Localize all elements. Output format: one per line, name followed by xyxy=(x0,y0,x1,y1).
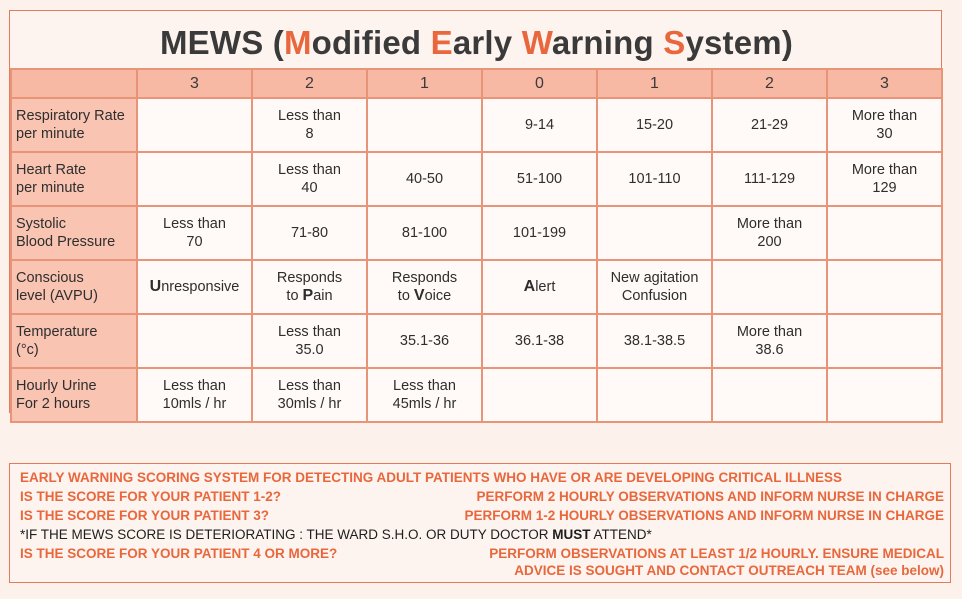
score-cell-line: 15-20 xyxy=(635,117,674,133)
score-cell xyxy=(137,152,252,206)
score-header-cell: 3 xyxy=(137,69,252,98)
guidance-question-3: IS THE SCORE FOR YOUR PATIENT 3? xyxy=(20,508,270,523)
score-cell xyxy=(252,368,367,422)
parameter-label xyxy=(11,314,137,368)
score-cell-line: 101-110 xyxy=(628,171,681,187)
parameter-label xyxy=(11,98,137,152)
score-header-cell: 3 xyxy=(827,69,942,98)
score-cell-line: 21-29 xyxy=(750,117,789,133)
score-cell-line: More than xyxy=(851,108,918,124)
table-row xyxy=(11,152,942,206)
score-cell-line: Alert xyxy=(523,278,556,295)
score-cell xyxy=(827,152,942,206)
score-cell xyxy=(137,206,252,260)
score-cell-line: Less than xyxy=(163,216,226,232)
score-header-cell: 1 xyxy=(367,69,482,98)
score-cell xyxy=(597,314,712,368)
score-cell-line: 40-50 xyxy=(405,171,444,187)
score-cell-line: 30 xyxy=(876,126,893,142)
score-cell xyxy=(597,368,712,422)
score-cell-line: New agitation xyxy=(610,270,699,286)
parameter-label xyxy=(11,152,137,206)
score-cell xyxy=(252,260,367,314)
score-header-cell: 2 xyxy=(252,69,367,98)
score-cell xyxy=(482,152,597,206)
score-cell xyxy=(482,314,597,368)
score-cell-line: 51-100 xyxy=(516,171,563,187)
score-cell xyxy=(482,368,597,422)
score-cell xyxy=(712,260,827,314)
score-cell xyxy=(367,260,482,314)
score-cell-line: Less than xyxy=(278,324,341,340)
parameter-label-line: level (AVPU) xyxy=(16,288,98,304)
guidance-question-4-plus: IS THE SCORE FOR YOUR PATIENT 4 OR MORE? xyxy=(20,546,338,561)
parameter-label-line: For 2 hours xyxy=(16,396,91,412)
score-cell xyxy=(482,260,597,314)
table-row xyxy=(11,206,942,260)
score-cell-line: Less than xyxy=(278,162,341,178)
score-cell-line: More than xyxy=(736,216,803,232)
score-cell-line: 36.1-38 xyxy=(514,333,565,349)
mews-score-table xyxy=(10,68,943,423)
score-cell xyxy=(827,98,942,152)
score-cell-line: 9-14 xyxy=(524,117,555,133)
score-cell xyxy=(367,314,482,368)
score-cell-line: Responds xyxy=(276,270,343,286)
score-cell-line: More than xyxy=(851,162,918,178)
score-cell-line: 10mls / hr xyxy=(162,396,227,412)
score-cell xyxy=(137,314,252,368)
score-cell-line: 30mls / hr xyxy=(277,396,342,412)
score-header-cell: 1 xyxy=(597,69,712,98)
score-cell-line: Less than xyxy=(393,378,456,394)
score-cell xyxy=(712,152,827,206)
score-cell-line: 101-199 xyxy=(512,225,567,241)
score-cell-line: 8 xyxy=(305,126,314,142)
score-cell-line: 129 xyxy=(872,180,897,196)
score-cell xyxy=(827,314,942,368)
score-cell-line: Less than xyxy=(163,378,226,394)
parameter-label-line: per minute xyxy=(16,180,85,196)
score-cell xyxy=(597,206,712,260)
score-cell-line: 81-100 xyxy=(401,225,448,241)
score-cell xyxy=(252,98,367,152)
parameter-label-line: Blood Pressure xyxy=(16,234,116,250)
table-row xyxy=(11,314,942,368)
parameter-label-line: Hourly Urine xyxy=(16,378,97,394)
score-cell xyxy=(482,98,597,152)
parameter-label-line: Systolic xyxy=(16,216,66,232)
guidance-heading: EARLY WARNING SCORING SYSTEM FOR DETECTING ADULT PATIENTS WHO HAVE OR ARE DEVELOPING CRITICAL ILLNESS xyxy=(20,470,843,485)
score-cell xyxy=(827,206,942,260)
header-corner-cell xyxy=(11,69,137,98)
score-cell-line: Responds xyxy=(391,270,458,286)
score-cell-line: to Voice xyxy=(397,287,452,304)
score-header-cell: 2 xyxy=(712,69,827,98)
parameter-label-line: per minute xyxy=(16,126,85,142)
score-cell xyxy=(367,98,482,152)
score-cell-line: Less than xyxy=(278,378,341,394)
score-cell xyxy=(827,260,942,314)
mews-chart xyxy=(9,10,942,413)
parameter-label-line: Heart Rate xyxy=(16,162,87,178)
score-cell xyxy=(252,152,367,206)
score-cell-line: 70 xyxy=(186,234,203,250)
score-cell xyxy=(597,260,712,314)
score-cell xyxy=(597,98,712,152)
score-cell-line: Less than xyxy=(278,108,341,124)
score-cell-line: 38.1-38.5 xyxy=(623,333,686,349)
guidance-question-1-2: IS THE SCORE FOR YOUR PATIENT 1-2? xyxy=(20,489,282,504)
parameter-label xyxy=(11,368,137,422)
score-cell xyxy=(712,206,827,260)
guidance-action-3: PERFORM 1-2 HOURLY OBSERVATIONS AND INFORM NURSE IN CHARGE xyxy=(464,508,944,523)
guidance-action-1-2: PERFORM 2 HOURLY OBSERVATIONS AND INFORM NURSE IN CHARGE xyxy=(476,489,944,504)
guidance-deteriorating-note: *IF THE MEWS SCORE IS DETERIORATING : THE WARD S.H.O. OR DUTY DOCTOR MUST ATTEND* xyxy=(20,527,652,542)
guidance-panel xyxy=(9,463,951,583)
score-cell xyxy=(367,152,482,206)
score-cell-line: to Pain xyxy=(286,287,333,304)
score-cell-line: 71-80 xyxy=(290,225,329,241)
parameter-label-line: (°c) xyxy=(16,342,39,358)
table-row xyxy=(11,260,942,314)
score-cell xyxy=(712,98,827,152)
parameter-label-line: Temperature xyxy=(16,324,98,340)
score-cell-line: Confusion xyxy=(621,288,688,304)
guidance-action-4-plus-line1: PERFORM OBSERVATIONS AT LEAST 1/2 HOURLY. ENSURE MEDICAL xyxy=(489,546,944,561)
score-cell xyxy=(252,314,367,368)
score-cell-line: More than xyxy=(736,324,803,340)
guidance-action-4-plus-line2: ADVICE IS SOUGHT AND CONTACT OUTREACH TEAM (see below) xyxy=(514,563,944,578)
score-cell-line: 38.6 xyxy=(755,342,784,358)
score-cell xyxy=(597,152,712,206)
score-cell xyxy=(137,368,252,422)
table-row xyxy=(11,98,942,152)
score-cell-line: Unresponsive xyxy=(149,278,240,295)
score-cell-line: 45mls / hr xyxy=(392,396,457,412)
parameter-label xyxy=(11,260,137,314)
parameter-label-line: Conscious xyxy=(16,270,84,286)
parameter-label xyxy=(11,206,137,260)
score-cell xyxy=(482,206,597,260)
score-cell-line: 35.0 xyxy=(295,342,324,358)
table-row xyxy=(11,368,942,422)
score-cell xyxy=(137,98,252,152)
score-cell xyxy=(367,206,482,260)
page-title: MEWS (Modified Early Warning System) xyxy=(159,24,794,61)
parameter-label-line: Respiratory Rate xyxy=(16,108,125,124)
score-header-cell: 0 xyxy=(482,69,597,98)
score-cell xyxy=(827,368,942,422)
score-cell-line: 111-129 xyxy=(743,171,796,187)
score-cell xyxy=(367,368,482,422)
score-cell xyxy=(712,314,827,368)
score-cell-line: 35.1-36 xyxy=(399,333,450,349)
score-cell xyxy=(712,368,827,422)
score-cell-line: 200 xyxy=(757,234,782,250)
score-cell xyxy=(252,206,367,260)
score-cell xyxy=(137,260,252,314)
score-cell-line: 40 xyxy=(301,180,318,196)
